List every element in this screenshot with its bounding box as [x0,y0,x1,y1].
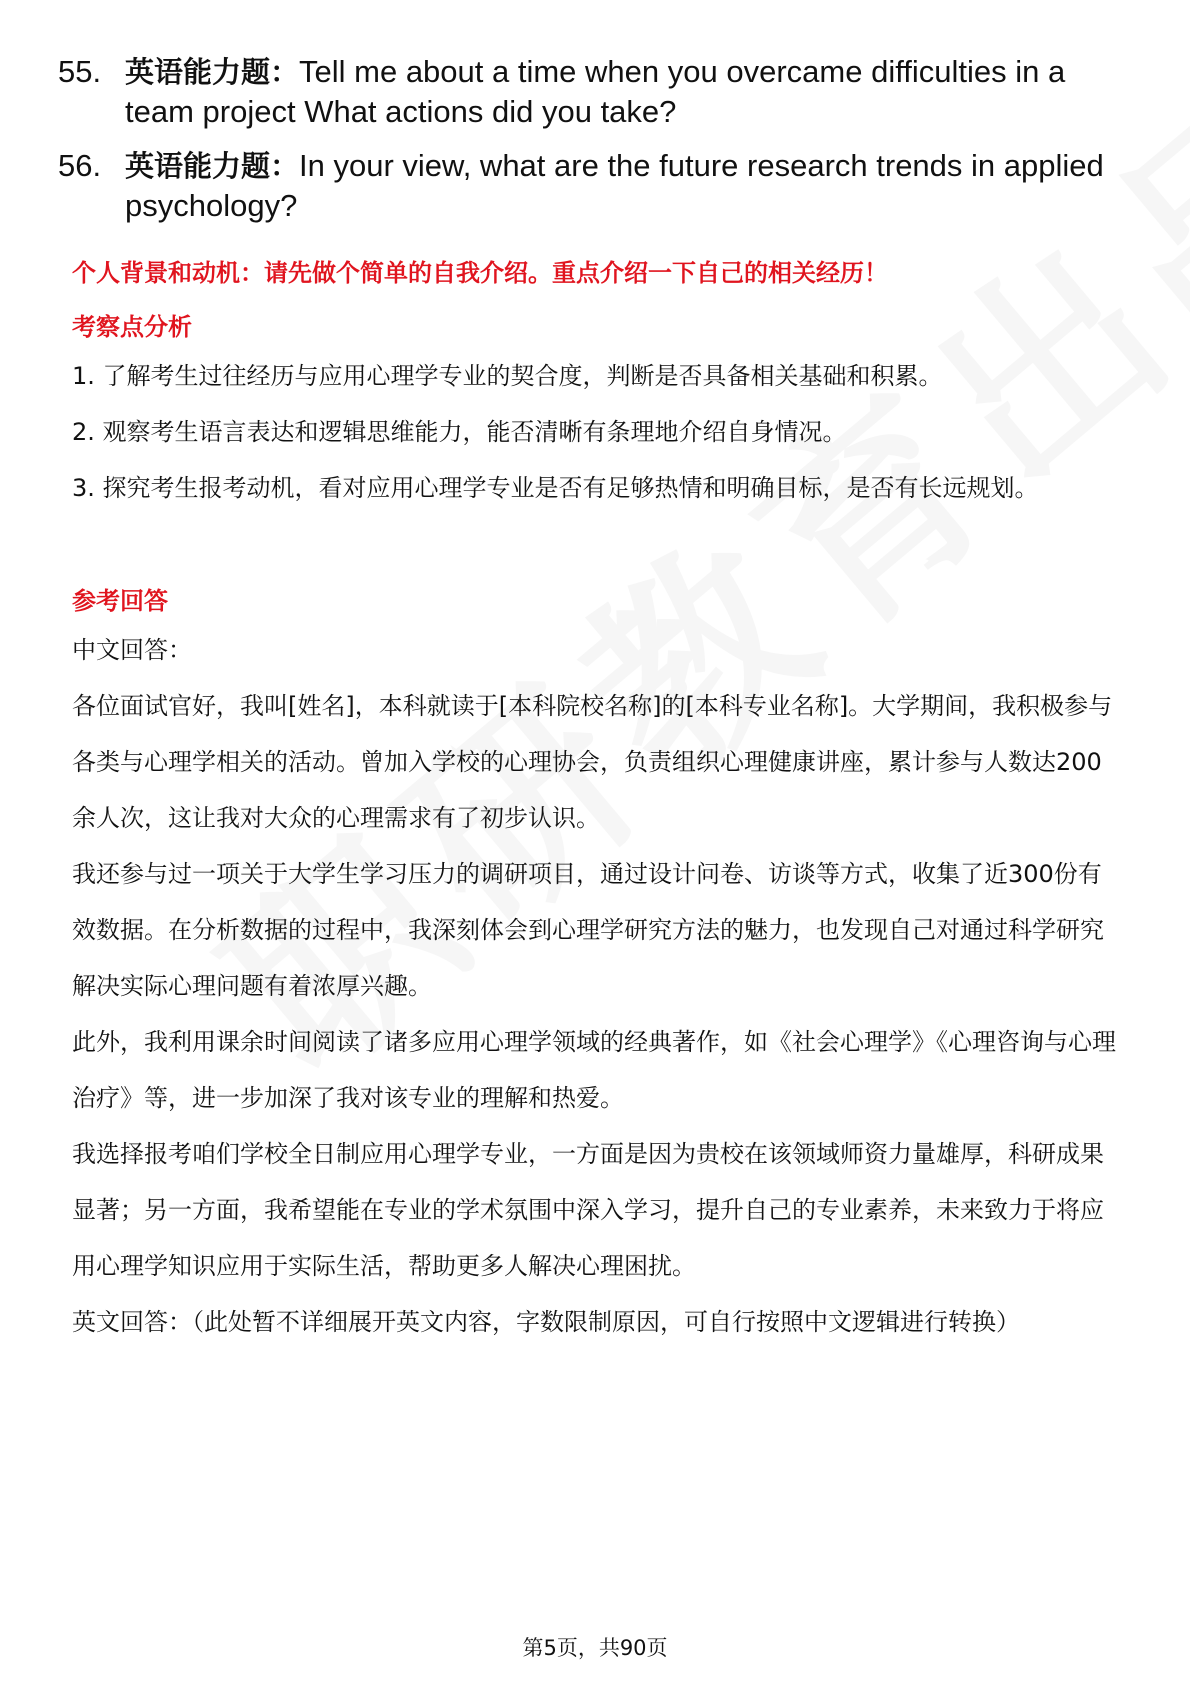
page-number-footer: 第5页，共90页 [522,1636,668,1660]
analysis-points [72,348,1120,516]
answer-paragraph: 我还参与过一项关于大学生学习压力的调研项目，通过设计问卷、访谈等方式，收集了近300份有效数据。在分析数据的过程中，我深刻体会到心理学研究方法的魅力，也发现自己对通过科学研究解决实际心理问题有着浓厚兴趣。 [72,860,1104,1000]
question-tag: 英语能力题： [125,149,300,183]
question-text: In your view, what are the future research trends in applied psychology? [125,148,1104,223]
question-56 [58,146,1128,226]
chinese-answer-label: 中文回答： [72,636,192,664]
analysis-heading: 考察点分析 [72,313,192,341]
answer-paragraph: 我选择报考咱们学校全日制应用心理学专业，一方面是因为贵校在该领域师资力量雄厚，科研成果显著；另一方面，我希望能在专业的学术氛围中深入学习，提升自己的专业素养，未来致力于将应用心理学知识应用于实际生活，帮助更多人解决心理困扰。 [72,1140,1104,1280]
question-body [125,52,1128,132]
question-text: Tell me about a time when you overcame difficulties in a team project What actions did you take? [125,54,1066,129]
reference-heading: 参考回答 [72,587,168,615]
question-tag: 英语能力题： [125,55,300,89]
section-title: 个人背景和动机：请先做个简单的自我介绍。重点介绍一下自己的相关经历！ [72,259,888,287]
question-number: 55. [58,54,102,89]
english-answer-note: 英文回答：（此处暂不详细展开英文内容，字数限制原因，可自行按照中文逻辑进行转换） [72,1308,1020,1336]
analysis-point: 2. 观察考生语言表达和逻辑思维能力，能否清晰有条理地介绍自身情况。 [72,418,847,446]
analysis-point: 3. 探究考生报考动机，看对应用心理学专业是否有足够热情和明确目标，是否有长远规划。 [72,474,1039,502]
answer-paragraph: 各位面试官好，我叫[姓名]，本科就读于[本科院校名称]的[本科专业名称]。大学期间，我积极参与各类与心理学相关的活动。曾加入学校的心理协会，负责组织心理健康讲座，累计参与人数达200余人次，这让我对大众的心理需求有了初步认识。 [72,692,1113,832]
analysis-point: 1. 了解考生过往经历与应用心理学专业的契合度，判断是否具备相关基础和积累。 [72,362,943,390]
question-55 [58,52,1128,132]
reference-answer [72,622,1120,1350]
question-body [125,146,1128,226]
question-number: 56. [58,148,102,183]
answer-paragraph: 此外，我利用课余时间阅读了诸多应用心理学领域的经典著作，如《社会心理学》《心理咨询与心理治疗》等，进一步加深了我对该专业的理解和热爱。 [72,1028,1116,1112]
